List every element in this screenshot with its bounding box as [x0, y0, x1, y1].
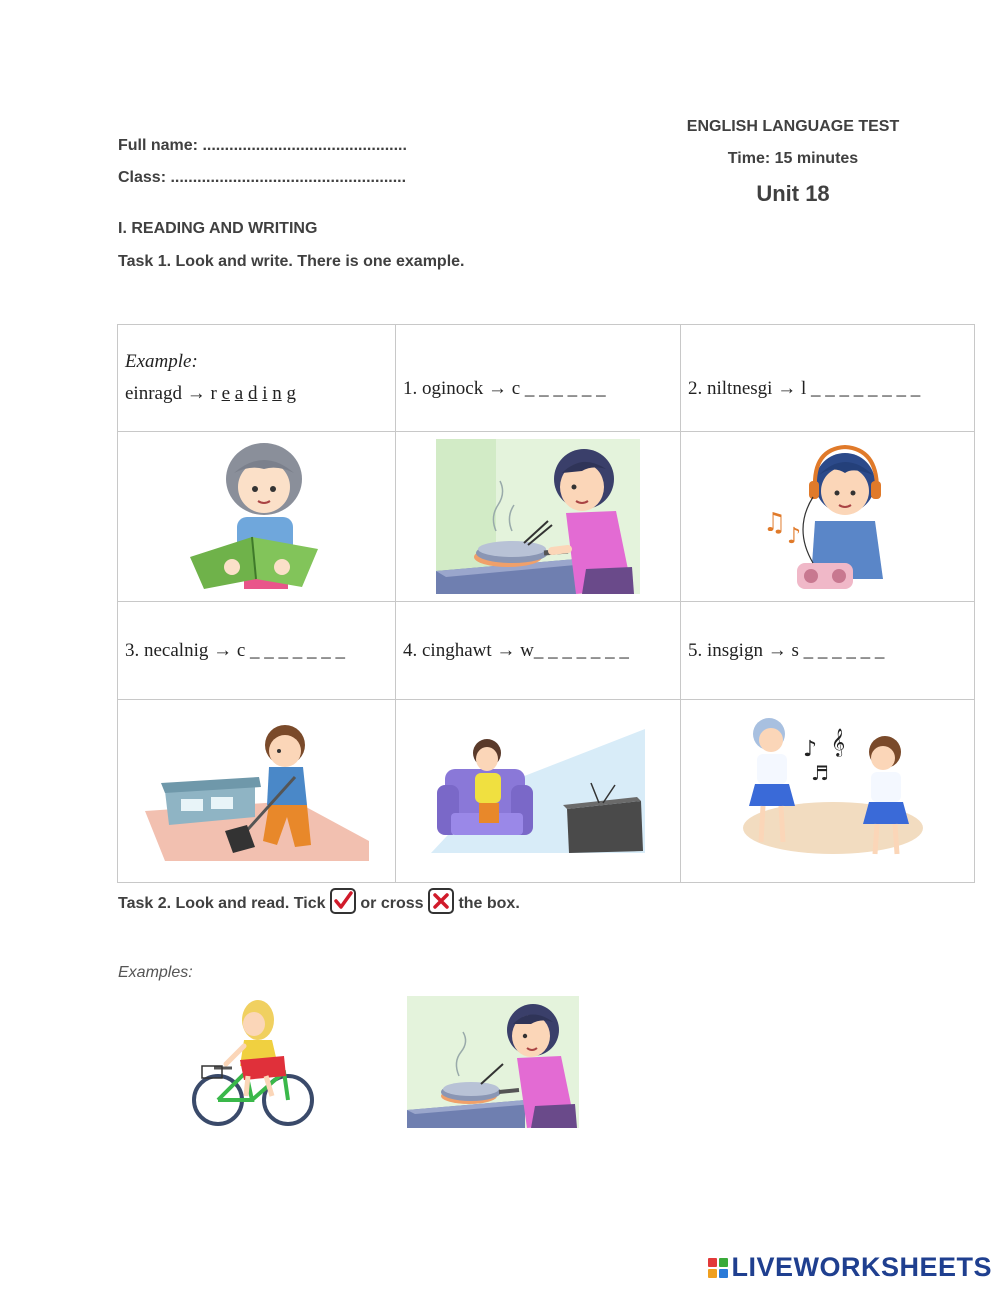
item-cell[interactable] — [396, 325, 681, 432]
item-1[interactable]: 1. oginock → c _ _ _ _ _ _ — [403, 378, 606, 399]
picture-cell — [396, 700, 681, 883]
liveworksheets-logo — [708, 1252, 992, 1283]
svg-text:♬: ♬ — [810, 761, 829, 785]
girls-singing-picture — [733, 716, 923, 866]
example-letter: d — [247, 383, 258, 404]
unit-title: Unit 18 — [756, 181, 830, 206]
picture-cell — [118, 432, 396, 602]
table-row — [118, 700, 975, 883]
woman-cooking-example-picture — [407, 996, 579, 1128]
example-letter: i — [262, 383, 268, 404]
svg-text:♪: ♪ — [786, 524, 801, 549]
examples-label: Examples: — [118, 964, 193, 981]
woman-cooking-picture — [436, 439, 640, 594]
test-title: ENGLISH LANGUAGE TEST — [686, 118, 900, 135]
example-letter: a — [234, 383, 244, 404]
test-time: Time: 15 minutes — [727, 150, 859, 167]
item-cell[interactable] — [681, 602, 975, 700]
boy-watching-tv-picture — [431, 729, 645, 853]
class-field[interactable]: Class: ..................................................... — [118, 169, 407, 186]
task1-table — [117, 324, 975, 883]
logo-blocks — [708, 1258, 728, 1278]
table-row — [118, 602, 975, 700]
example-word — [118, 383, 395, 405]
table-row — [118, 432, 975, 602]
section-heading: I. READING AND WRITING — [118, 220, 318, 237]
full-name-field[interactable]: Full name: .............................................. — [118, 137, 407, 154]
example-letter: n — [272, 383, 282, 404]
picture-cell — [396, 432, 681, 602]
picture-cell — [681, 432, 975, 602]
example-label: Example: — [125, 351, 198, 372]
example-letter: e — [221, 383, 230, 404]
cross-icon — [428, 888, 454, 914]
boy-listening-picture — [753, 439, 903, 594]
item-4[interactable]: 4. cinghawt → w_ _ _ _ _ _ _ — [403, 639, 629, 661]
item-5[interactable]: 5. insgign → s _ _ _ _ _ _ — [688, 639, 885, 661]
tick-icon — [330, 888, 356, 914]
task2-instruction — [118, 888, 520, 914]
svg-text:𝄞: 𝄞 — [830, 728, 845, 756]
item-3[interactable]: 3. necalnig → c _ _ _ _ _ _ _ — [125, 639, 346, 661]
item-cell[interactable] — [118, 602, 396, 700]
boy-cleaning-picture — [145, 721, 369, 861]
logo-text: LIVEWORKSHEETS — [731, 1252, 992, 1282]
girl-reading-picture — [182, 439, 332, 594]
item-2[interactable]: 2. niltnesgi → l _ _ _ _ _ _ _ _ — [688, 378, 921, 399]
table-row — [118, 325, 975, 432]
example-letter: g — [286, 383, 296, 404]
example-scrambled: einragd → r — [125, 383, 222, 404]
task1-instruction: Task 1. Look and write. There is one example. — [118, 253, 465, 270]
item-cell[interactable] — [396, 602, 681, 700]
picture-cell — [681, 700, 975, 883]
svg-text:♫: ♫ — [762, 508, 786, 538]
example-cell — [118, 325, 396, 432]
task2-instruction-part3: the box. — [458, 895, 520, 912]
girl-cycling-picture — [188, 996, 318, 1128]
task2-instruction-part2: or cross — [360, 895, 424, 912]
svg-text:♪: ♪ — [802, 737, 817, 762]
item-cell[interactable] — [681, 325, 975, 432]
picture-cell — [118, 700, 396, 883]
task2-instruction-part1: Task 2. Look and read. Tick — [118, 895, 326, 912]
